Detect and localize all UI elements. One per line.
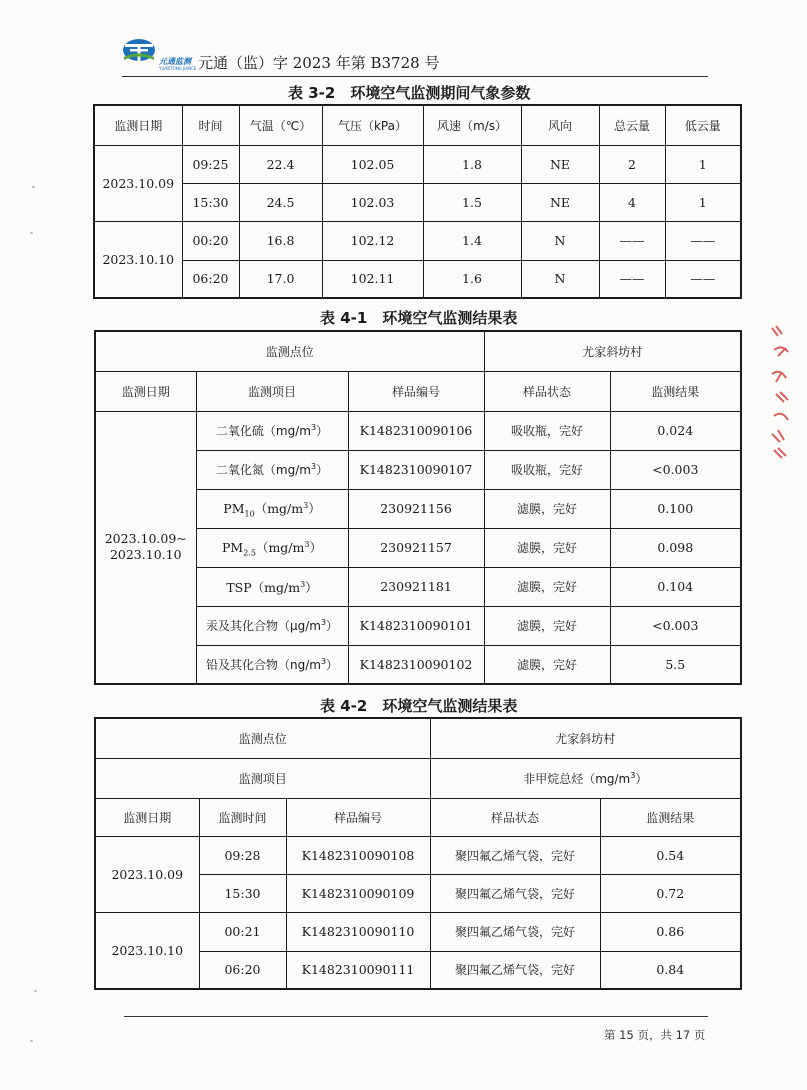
time-cell: 06:20 — [199, 951, 286, 989]
result-cell: 0.100 — [610, 489, 741, 528]
wind-dir-cell: N — [521, 260, 599, 298]
header-cell: 样品状态 — [484, 371, 610, 411]
item-name: PM — [223, 500, 245, 516]
site-row — [95, 718, 741, 758]
item-unit: （mg/m — [251, 579, 301, 595]
date-range-cell — [95, 411, 196, 684]
table-row — [94, 221, 741, 260]
page-number: 第 15 页，共 17 页 — [604, 1028, 706, 1042]
header-cell: 总云量 — [599, 105, 665, 145]
header-divider — [122, 76, 708, 77]
state-cell: 滤膜，完好 — [484, 567, 610, 606]
time-cell: 06:20 — [182, 260, 239, 298]
wind-speed-cell: 1.6 — [423, 260, 521, 298]
unit-superscript: 3 — [310, 423, 317, 432]
header-cell: 样品编号 — [348, 371, 484, 411]
page-header — [122, 30, 708, 76]
sample-id-cell: 230921181 — [348, 567, 484, 606]
header-cell: 监测结果 — [600, 798, 741, 836]
header-cell: 气温（℃） — [239, 105, 322, 145]
result-cell: 0.84 — [600, 951, 741, 989]
header-cell: 时间 — [182, 105, 239, 145]
state-cell: 聚四氟乙烯气袋，完好 — [430, 912, 600, 951]
total-cloud-cell: 2 — [599, 145, 665, 183]
unit-superscript: 3 — [303, 500, 309, 510]
item-unit-close: ） — [308, 500, 321, 516]
item-unit: （mg/m — [263, 463, 311, 477]
wind-dir-cell: N — [521, 221, 599, 260]
date-end: 2023.10.10 — [109, 547, 182, 563]
item-unit-close: ） — [316, 463, 329, 477]
low-cloud-cell: —— — [665, 221, 741, 260]
table-4-1-title: 表 4-1 环境空气监测结果表 — [320, 309, 518, 327]
state-cell: 滤膜，完好 — [484, 528, 610, 567]
table-row — [94, 260, 741, 298]
item-name: 铅及其化合物 — [205, 657, 278, 672]
item-cell — [196, 606, 348, 645]
table-header-row — [94, 105, 741, 145]
time-cell: 15:30 — [199, 874, 286, 912]
result-cell: 5.5 — [610, 645, 741, 684]
state-cell: 吸收瓶，完好 — [484, 411, 610, 450]
pressure-cell: 102.11 — [322, 260, 423, 298]
item-cell — [196, 645, 348, 684]
header-cell: 样品编号 — [286, 798, 430, 836]
logo-subtext: YUANTONG JIANCE — [159, 66, 197, 71]
table-header-row — [95, 798, 741, 836]
item-value-text: 非甲烷总烃（mg/m — [523, 771, 631, 786]
table-row — [94, 145, 741, 183]
result-cell: <0.003 — [610, 606, 741, 645]
item-value — [430, 758, 741, 798]
meteorological-parameters-table — [93, 104, 742, 299]
unit-superscript: 3 — [320, 656, 327, 666]
table-3-2-title: 表 3-2 环境空气监测期间气象参数 — [288, 84, 531, 102]
table-row — [95, 411, 741, 450]
sample-id-cell: K1482310090110 — [286, 912, 430, 951]
pressure-cell: 102.12 — [322, 221, 423, 260]
unit-superscript: 3 — [304, 539, 310, 549]
item-label: 监测项目 — [95, 758, 430, 798]
table-row — [95, 912, 741, 951]
sample-id-cell: 230921157 — [348, 528, 484, 567]
state-cell: 聚四氟乙烯气袋，完好 — [430, 836, 600, 874]
site-value: 尤家斜坊村 — [484, 331, 741, 371]
item-unit: （ng/m — [277, 657, 321, 672]
sample-id-cell: K1482310090109 — [286, 874, 430, 912]
unit-superscript: 3 — [300, 579, 306, 589]
item-cell — [196, 411, 348, 450]
item-unit: （mg/m — [263, 424, 311, 438]
item-subscript: 10 — [244, 509, 255, 519]
site-row — [95, 331, 741, 371]
time-cell: 09:25 — [182, 145, 239, 183]
temp-cell: 16.8 — [239, 221, 322, 260]
air-monitoring-results-table-1 — [94, 330, 742, 685]
header-cell: 风速（m/s） — [423, 105, 521, 145]
state-cell: 滤膜，完好 — [484, 489, 610, 528]
sample-id-cell: K1482310090106 — [348, 411, 484, 450]
result-cell: 0.54 — [600, 836, 741, 874]
time-cell: 00:20 — [182, 221, 239, 260]
total-cloud-cell: 4 — [599, 183, 665, 221]
date-cell: 2023.10.10 — [95, 912, 199, 989]
margin-mark — [30, 232, 33, 234]
item-unit-close: ） — [305, 579, 318, 595]
wind-speed-cell: 1.5 — [423, 183, 521, 221]
item-cell — [196, 528, 348, 567]
sample-id-cell: K1482310090108 — [286, 836, 430, 874]
temp-cell: 17.0 — [239, 260, 322, 298]
site-label: 监测点位 — [95, 718, 430, 758]
time-cell: 15:30 — [182, 183, 239, 221]
state-cell: 聚四氟乙烯气袋，完好 — [430, 874, 600, 912]
unit-superscript: 3 — [630, 770, 636, 780]
item-unit-close: ） — [326, 619, 339, 633]
result-cell: <0.003 — [610, 450, 741, 489]
date-cell: 2023.10.09 — [95, 836, 199, 912]
date-cell: 2023.10.10 — [94, 221, 182, 298]
header-cell: 监测结果 — [610, 371, 741, 411]
item-name: 二氧化硫 — [215, 424, 264, 438]
result-cell: 0.104 — [610, 567, 741, 606]
item-cell — [196, 567, 348, 606]
result-cell: 0.024 — [610, 411, 741, 450]
header-cell: 监测时间 — [199, 798, 286, 836]
item-row — [95, 758, 741, 798]
header-cell: 监测日期 — [94, 105, 182, 145]
header-cell: 低云量 — [665, 105, 741, 145]
sample-id-cell: K1482310090111 — [286, 951, 430, 989]
item-subscript: 2.5 — [243, 548, 256, 558]
low-cloud-cell: 1 — [665, 145, 741, 183]
wind-speed-cell: 1.4 — [423, 221, 521, 260]
state-cell: 聚四氟乙烯气袋，完好 — [430, 951, 600, 989]
item-unit: （mg/m — [255, 539, 305, 555]
item-unit-close: ） — [316, 424, 329, 438]
time-cell: 09:28 — [199, 836, 286, 874]
item-name: 汞及其化合物 — [205, 619, 278, 633]
sample-id-cell: 230921156 — [348, 489, 484, 528]
site-value: 尤家斜坊村 — [430, 718, 741, 758]
time-cell: 00:21 — [199, 912, 286, 951]
pressure-cell: 102.05 — [322, 145, 423, 183]
wind-dir-cell: NE — [521, 145, 599, 183]
unit-superscript: 3 — [310, 462, 317, 471]
logo-text: 元通监测 — [159, 57, 191, 66]
seal-stamp-icon — [768, 322, 804, 462]
header-cell: 风向 — [521, 105, 599, 145]
header-cell: 监测日期 — [95, 798, 199, 836]
table-row — [94, 183, 741, 221]
result-cell: 0.86 — [600, 912, 741, 951]
low-cloud-cell: —— — [665, 260, 741, 298]
footer-divider — [124, 1016, 708, 1017]
header-cell: 气压（kPa） — [322, 105, 423, 145]
state-cell: 吸收瓶，完好 — [484, 450, 610, 489]
header-cell: 监测日期 — [95, 371, 196, 411]
item-name: PM — [222, 539, 244, 555]
header-cell: 监测项目 — [196, 371, 348, 411]
table-row — [95, 836, 741, 874]
sample-id-cell: K1482310090102 — [348, 645, 484, 684]
state-cell: 滤膜，完好 — [484, 606, 610, 645]
sample-id-cell: K1482310090101 — [348, 606, 484, 645]
margin-mark — [34, 990, 37, 992]
header-cell: 样品状态 — [430, 798, 600, 836]
result-cell: 0.72 — [600, 874, 741, 912]
pressure-cell: 102.03 — [322, 183, 423, 221]
item-unit-close: ） — [326, 657, 339, 672]
item-name: TSP — [226, 579, 252, 595]
date-cell: 2023.10.09 — [94, 145, 182, 221]
wind-speed-cell: 1.8 — [423, 145, 521, 183]
item-unit: （mg/m — [254, 500, 304, 516]
item-value-close: ） — [635, 771, 648, 786]
item-cell — [196, 489, 348, 528]
sample-id-cell: K1482310090107 — [348, 450, 484, 489]
site-label: 监测点位 — [95, 331, 484, 371]
table-4-2-title: 表 4-2 环境空气监测结果表 — [320, 697, 518, 715]
wind-dir-cell: NE — [521, 183, 599, 221]
date-start: 2023.10.09~ — [104, 531, 187, 547]
result-cell: 0.098 — [610, 528, 741, 567]
item-cell — [196, 450, 348, 489]
air-monitoring-results-table-2 — [94, 717, 742, 990]
temp-cell: 22.4 — [239, 145, 322, 183]
item-unit-close: ） — [309, 539, 322, 555]
document-number: 元通（监）字 2023 年第 B3728 号 — [198, 54, 440, 72]
state-cell: 滤膜，完好 — [484, 645, 610, 684]
table-header-row — [95, 371, 741, 411]
unit-superscript: 3 — [320, 618, 327, 627]
total-cloud-cell: —— — [599, 260, 665, 298]
total-cloud-cell: —— — [599, 221, 665, 260]
margin-mark — [30, 1040, 33, 1042]
item-unit: （μg/m — [277, 619, 321, 633]
temp-cell: 24.5 — [239, 183, 322, 221]
margin-mark — [32, 186, 35, 188]
item-name: 二氧化氮 — [215, 463, 264, 477]
low-cloud-cell: 1 — [665, 183, 741, 221]
